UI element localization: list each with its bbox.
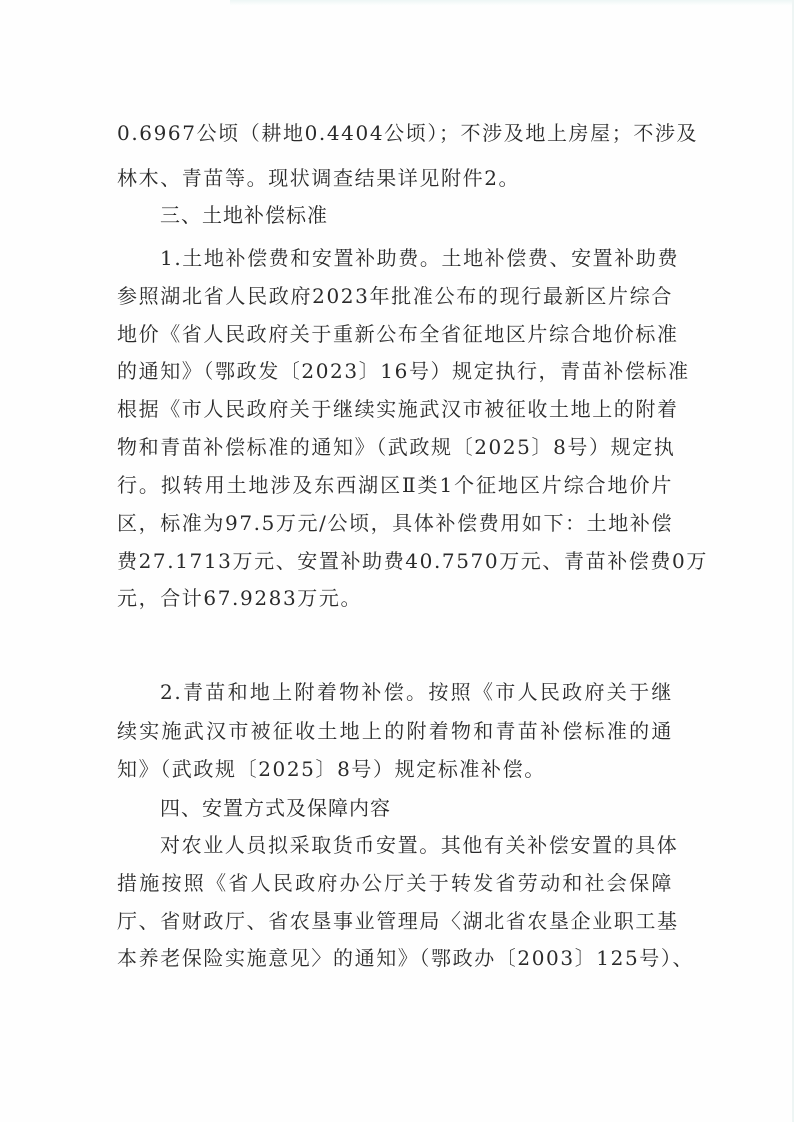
paragraph-line: 区，标准为97.5万元/公顷，具体补偿费用如下：土地补偿	[117, 511, 674, 535]
scan-artifact-top	[230, 0, 794, 6]
paragraph-line: 物和青苗补偿标准的通知》（武政规〔2025〕8号）规定执	[117, 435, 676, 459]
paragraph-line: 的通知》（鄂政发〔2023〕16号）规定执行，青苗补偿标准	[117, 359, 690, 383]
paragraph-line: 地价《省人民政府关于重新公布全省征地区片综合地价标准	[117, 322, 679, 346]
paragraph-line: 知》（武政规〔2025〕8号）规定标准补偿。	[117, 757, 546, 781]
paragraph-line-item2-start: 2.青苗和地上附着物补偿。按照《市人民政府关于继	[160, 680, 673, 704]
paragraph-line-resettlement-start: 对农业人员拟采取货币安置。其他有关补偿安置的具体	[160, 833, 679, 857]
section-heading-compensation-standard: 三、土地补偿标准	[160, 203, 328, 227]
paragraph-line-survey-result: 林木、青苗等。现状调查结果详见附件2。	[117, 166, 521, 190]
paragraph-line: 参照湖北省人民政府2023年批准公布的现行最新区片综合	[117, 284, 673, 308]
paragraph-line-total: 元，合计67.9283万元。	[117, 586, 363, 610]
paragraph-line: 根据《市人民政府关于继续实施武汉市被征收土地上的附着	[117, 397, 679, 421]
paragraph-line: 措施按照《省人民政府办公厅关于转发省劳动和社会保障	[117, 871, 673, 895]
paragraph-line: 续实施武汉市被征收土地上的附着物和青苗补偿标准的通	[117, 719, 673, 743]
paragraph-line-land-area: 0.6967公顷（耕地0.4404公顷）；不涉及地上房屋；不涉及	[117, 121, 699, 145]
paragraph-line: 厅、省财政厅、省农垦事业管理局〈湖北省农垦企业职工基	[117, 909, 679, 933]
paragraph-line: 本养老保险实施意见〉的通知》（鄂政办〔2003〕125号）、	[117, 946, 695, 970]
paragraph-line: 行。拟转用土地涉及东西湖区Ⅱ类1个征地区片综合地价片	[117, 473, 673, 497]
section-heading-resettlement: 四、安置方式及保障内容	[160, 796, 391, 820]
paragraph-line-item1-start: 1.土地补偿费和安置补助费。土地补偿费、安置补助费	[160, 246, 680, 270]
paragraph-line: 费27.1713万元、安置补助费40.7570万元、青苗补偿费0万	[117, 549, 708, 573]
